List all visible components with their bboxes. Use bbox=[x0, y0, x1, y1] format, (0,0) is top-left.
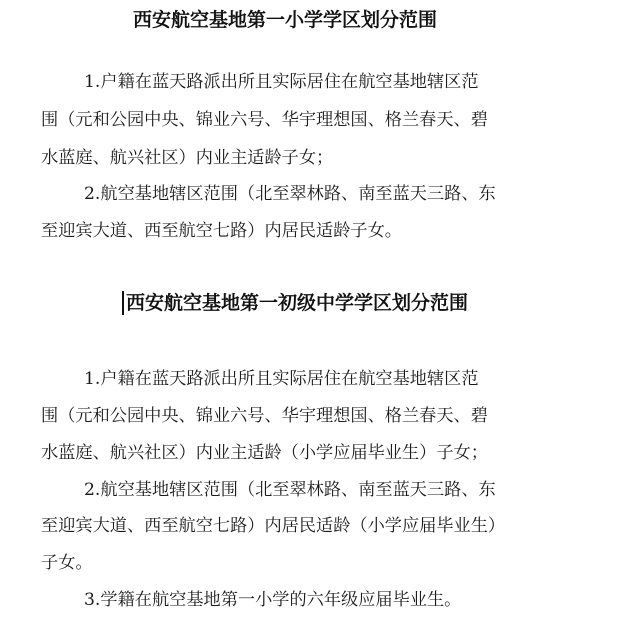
section1-line-2: 围（元和公园中央、锦业六号、华宇理想国、格兰春天、碧 bbox=[41, 110, 488, 130]
section2-line-3: 水蓝庭、航兴社区）内业主适龄（小学应届毕业生）子女； bbox=[41, 443, 488, 463]
section2-line-6: 子女。 bbox=[41, 553, 93, 573]
section2-line-7: 3.学籍在航空基地第一小学的六年级应届毕业生。 bbox=[84, 590, 462, 610]
section1-line-1: 1.户籍在蓝天路派出所且实际居住在航空基地辖区范 bbox=[84, 72, 479, 92]
text-cursor bbox=[122, 291, 124, 315]
section2-title: 西安航空基地第一初级中学学区划分范围 bbox=[126, 292, 469, 314]
section1-line-4: 2.航空基地辖区范围（北至翠林路、南至蓝天三路、东 bbox=[84, 184, 496, 204]
section2-line-5: 至迎宾大道、西至航空七路）内居民适龄（小学应届毕业生） bbox=[41, 516, 506, 536]
section2-line-2: 围（元和公园中央、锦业六号、华宇理想国、格兰春天、碧 bbox=[41, 406, 488, 426]
section1-title: 西安航空基地第一小学学区划分范围 bbox=[133, 9, 438, 31]
section2-line-4: 2.航空基地辖区范围（北至翠林路、南至蓝天三路、东 bbox=[84, 480, 496, 500]
section1-line-5: 至迎宾大道、西至航空七路）内居民适龄子女。 bbox=[41, 221, 402, 241]
section2-line-1: 1.户籍在蓝天路派出所且实际居住在航空基地辖区范 bbox=[84, 369, 479, 389]
section1-line-3: 水蓝庭、航兴社区）内业主适龄子女； bbox=[41, 148, 334, 168]
